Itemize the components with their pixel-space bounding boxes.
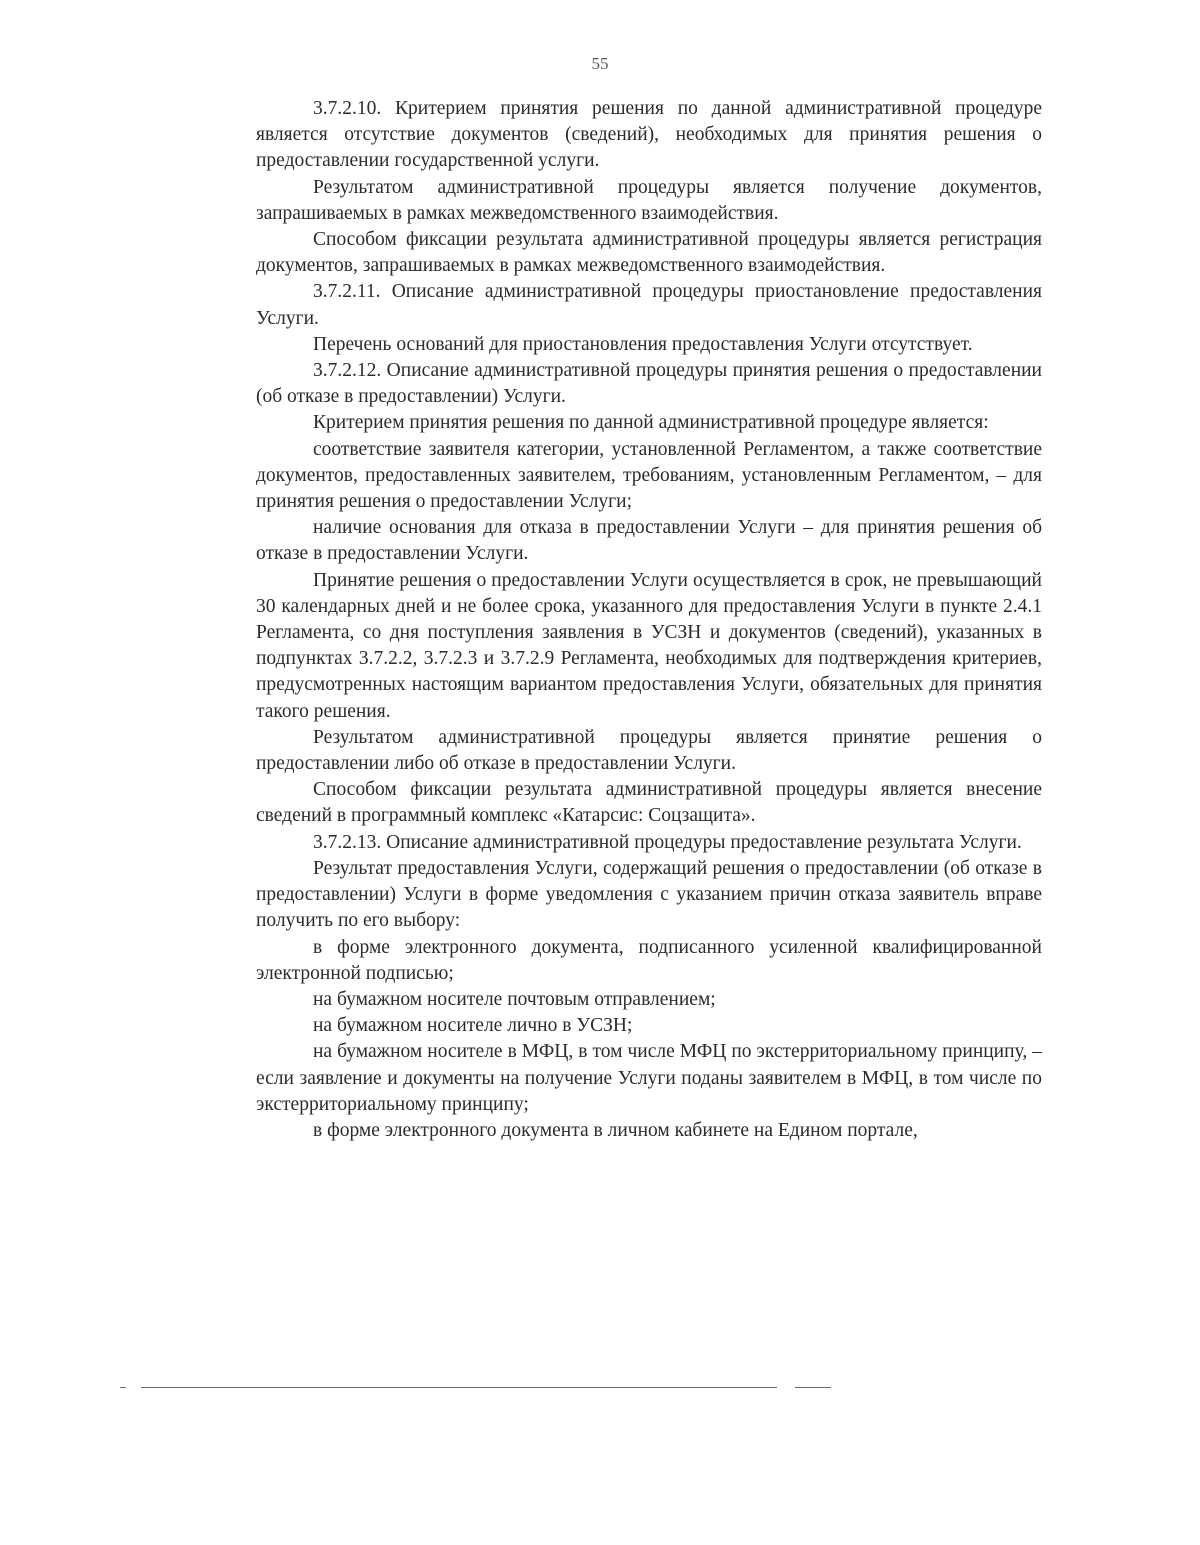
paragraph: наличие основания для отказа в предоставлении Услуги – для принятия решения об отказе в предоставлении Услуги. [256, 517, 1042, 565]
paragraph: соответствие заявителя категории, установленной Регламентом, а также соответствие документов, предоставленных заявителем, требованиям, установленным Регламентом, – для принятия решения о предоставлении Услуги; [256, 438, 1042, 513]
page-number: 55 [591, 54, 609, 73]
footer-divider [795, 1387, 831, 1388]
paragraph: Результатом административной процедуры является получение документов, запрашиваемых в рамках межведомственного взаимодействия. [256, 176, 1042, 224]
paragraph: Критерием принятия решения по данной административной процедуре является: [313, 412, 989, 434]
paragraph: 3.7.2.10. Критерием принятия решения по данной административной процедуре является отсутствие документов (сведений), необходимых для принятия решения о предоставлении государственной услуги. [256, 98, 1042, 172]
paragraph: на бумажном носителе в МФЦ, в том числе МФЦ по экстерриториальному принципу, – если заявление и документы на получение Услуги поданы заявителем в МФЦ, в том числе по экстерриториальному принципу; [256, 1041, 1042, 1115]
document-body [256, 96, 1042, 1144]
paragraph: 3.7.2.11. Описание административной процедуры приостановление предоставления Услуги. [256, 281, 1042, 329]
footer-divider [141, 1387, 777, 1388]
footer-divider [120, 1387, 126, 1388]
paragraph: в форме электронного документа, подписанного усиленной квалифицированной электронной подписью; [256, 936, 1042, 984]
paragraph: Способом фиксации результата административной процедуры является внесение сведений в программный комплекс «Катарсис: Соцзащита». [256, 779, 1042, 827]
paragraph: Результат предоставления Услуги, содержащий решения о предоставлении (об отказе в предоставлении) Услуги в форме уведомления с указанием причин отказа заявитель вправе получить по его выбору: [256, 857, 1042, 932]
paragraph: Способом фиксации результата административной процедуры является регистрация документов, запрашиваемых в рамках межведомственного взаимодействия. [256, 229, 1042, 277]
paragraph: на бумажном носителе почтовым отправлением; [313, 988, 716, 1010]
paragraph: Принятие решения о предоставлении Услуги осуществляется в срок, не превышающий 30 календарных дней и не более срока, указанного для предоставления Услуги в пункте 2.4.1 Регламента, со дня поступления заявления в УСЗН и документов (сведений), указанных в подпунктах 3.7.2.2, 3.7.2.3 и 3.7.2.9 Регламента, необходимых для подтверждения критериев, предусмотренных настоящим вариантом предоставления Услуги, обязательных для принятия такого решения. [256, 569, 1042, 722]
paragraph: на бумажном носителе лично в УСЗН; [313, 1015, 633, 1037]
paragraph: Перечень оснований для приостановления предоставления Услуги отсутствует. [313, 333, 973, 355]
paragraph: в форме электронного документа в личном кабинете на Едином портале, [313, 1119, 918, 1141]
paragraph: 3.7.2.13. Описание административной процедуры предоставление результата Услуги. [313, 831, 1022, 853]
paragraph: 3.7.2.12. Описание административной процедуры принятия решения о предоставлении (об отказе в предоставлении) Услуги. [256, 360, 1042, 408]
paragraph: Результатом административной процедуры является принятие решения о предоставлении либо об отказе в предоставлении Услуги. [256, 726, 1042, 775]
